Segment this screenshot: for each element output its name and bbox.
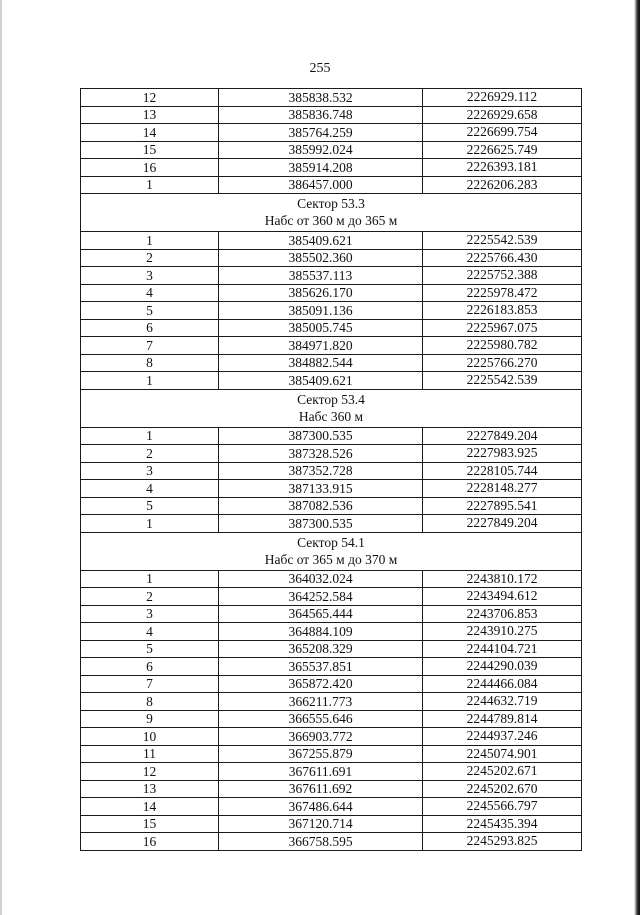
y-coordinate-cell: 2243910.275 bbox=[423, 623, 582, 641]
x-coordinate-cell: 365537.851 bbox=[219, 658, 423, 676]
point-number-cell: 2 bbox=[81, 588, 219, 606]
point-number-cell: 3 bbox=[81, 605, 219, 623]
y-coordinate-cell: 2227849.204 bbox=[423, 515, 582, 533]
point-number-cell: 16 bbox=[81, 159, 219, 177]
point-number-cell: 6 bbox=[81, 658, 219, 676]
y-coordinate-cell: 2226699.754 bbox=[423, 124, 582, 142]
table-row bbox=[81, 640, 582, 658]
table-row bbox=[81, 570, 582, 588]
scan-edge-right bbox=[634, 0, 640, 915]
y-coordinate-cell: 2226929.658 bbox=[423, 106, 582, 124]
point-number-cell: 10 bbox=[81, 728, 219, 746]
table-row bbox=[81, 141, 582, 159]
point-number-cell: 1 bbox=[81, 176, 219, 194]
point-number-cell: 4 bbox=[81, 284, 219, 302]
x-coordinate-cell: 385409.621 bbox=[219, 232, 423, 250]
table-row bbox=[81, 372, 582, 390]
x-coordinate-cell: 385091.136 bbox=[219, 302, 423, 320]
y-coordinate-cell: 2245566.797 bbox=[423, 798, 582, 816]
x-coordinate-cell: 387300.535 bbox=[219, 515, 423, 533]
table-row bbox=[81, 623, 582, 641]
point-number-cell: 2 bbox=[81, 445, 219, 463]
table-row bbox=[81, 675, 582, 693]
table-row bbox=[81, 693, 582, 711]
sector-height-range: Набс от 360 м до 365 м bbox=[264, 213, 398, 228]
sector-title: Сектор 53.4 bbox=[297, 391, 365, 407]
sector-header-row bbox=[81, 194, 582, 232]
point-number-cell: 16 bbox=[81, 833, 219, 851]
y-coordinate-cell: 2225766.430 bbox=[423, 249, 582, 267]
y-coordinate-cell: 2226625.749 bbox=[423, 141, 582, 159]
table-row bbox=[81, 232, 582, 250]
y-coordinate-cell: 2245202.671 bbox=[423, 763, 582, 781]
x-coordinate-cell: 385502.360 bbox=[219, 249, 423, 267]
x-coordinate-cell: 385836.748 bbox=[219, 106, 423, 124]
x-coordinate-cell: 366758.595 bbox=[219, 833, 423, 851]
table-row bbox=[81, 89, 582, 107]
y-coordinate-cell: 2225978.472 bbox=[423, 284, 582, 302]
x-coordinate-cell: 366211.773 bbox=[219, 693, 423, 711]
point-number-cell: 4 bbox=[81, 480, 219, 498]
y-coordinate-cell: 2226206.283 bbox=[423, 176, 582, 194]
point-number-cell: 15 bbox=[81, 815, 219, 833]
table-row bbox=[81, 319, 582, 337]
point-number-cell: 5 bbox=[81, 302, 219, 320]
x-coordinate-cell: 364252.584 bbox=[219, 588, 423, 606]
point-number-cell: 4 bbox=[81, 623, 219, 641]
point-number-cell: 1 bbox=[81, 372, 219, 390]
point-number-cell: 13 bbox=[81, 106, 219, 124]
point-number-cell: 12 bbox=[81, 89, 219, 107]
point-number-cell: 14 bbox=[81, 124, 219, 142]
y-coordinate-cell: 2225752.388 bbox=[423, 267, 582, 285]
y-coordinate-cell: 2243810.172 bbox=[423, 570, 582, 588]
x-coordinate-cell: 387352.728 bbox=[219, 462, 423, 480]
x-coordinate-cell: 387082.536 bbox=[219, 497, 423, 515]
table-row bbox=[81, 124, 582, 142]
scan-edge-left bbox=[0, 0, 2, 915]
table-row bbox=[81, 284, 582, 302]
y-coordinate-cell: 2245435.394 bbox=[423, 815, 582, 833]
table-row bbox=[81, 710, 582, 728]
y-coordinate-cell: 2244290.039 bbox=[423, 658, 582, 676]
y-coordinate-cell: 2245202.670 bbox=[423, 780, 582, 798]
table-row bbox=[81, 605, 582, 623]
table-row bbox=[81, 763, 582, 781]
x-coordinate-cell: 364884.109 bbox=[219, 623, 423, 641]
x-coordinate-cell: 385626.170 bbox=[219, 284, 423, 302]
x-coordinate-cell: 367120.714 bbox=[219, 815, 423, 833]
y-coordinate-cell: 2225766.270 bbox=[423, 354, 582, 372]
point-number-cell: 1 bbox=[81, 515, 219, 533]
sector-header-row bbox=[81, 532, 582, 570]
table-row bbox=[81, 427, 582, 445]
x-coordinate-cell: 385914.208 bbox=[219, 159, 423, 177]
x-coordinate-cell: 385409.621 bbox=[219, 372, 423, 390]
table-row bbox=[81, 497, 582, 515]
table-row bbox=[81, 445, 582, 463]
x-coordinate-cell: 367611.692 bbox=[219, 780, 423, 798]
y-coordinate-cell: 2245293.825 bbox=[423, 833, 582, 851]
point-number-cell: 15 bbox=[81, 141, 219, 159]
sector-header-cell bbox=[81, 389, 582, 427]
y-coordinate-cell: 2227895.541 bbox=[423, 497, 582, 515]
point-number-cell: 5 bbox=[81, 497, 219, 515]
table-row bbox=[81, 588, 582, 606]
table-row bbox=[81, 480, 582, 498]
x-coordinate-cell: 366903.772 bbox=[219, 728, 423, 746]
point-number-cell: 1 bbox=[81, 570, 219, 588]
table-row bbox=[81, 337, 582, 355]
y-coordinate-cell: 2225980.782 bbox=[423, 337, 582, 355]
table-row bbox=[81, 176, 582, 194]
y-coordinate-cell: 2227983.925 bbox=[423, 445, 582, 463]
x-coordinate-cell: 385005.745 bbox=[219, 319, 423, 337]
sector-title: Сектор 53.3 bbox=[297, 196, 365, 211]
table-row bbox=[81, 462, 582, 480]
point-number-cell: 14 bbox=[81, 798, 219, 816]
x-coordinate-cell: 367611.691 bbox=[219, 763, 423, 781]
y-coordinate-cell: 2228105.744 bbox=[423, 462, 582, 480]
x-coordinate-cell: 364032.024 bbox=[219, 570, 423, 588]
y-coordinate-cell: 2227849.204 bbox=[423, 427, 582, 445]
page-number: 255 bbox=[309, 61, 331, 76]
y-coordinate-cell: 2225542.539 bbox=[423, 232, 582, 250]
point-number-cell: 3 bbox=[81, 462, 219, 480]
y-coordinate-cell: 2225967.075 bbox=[423, 319, 582, 337]
x-coordinate-cell: 384882.544 bbox=[219, 354, 423, 372]
x-coordinate-cell: 367486.644 bbox=[219, 798, 423, 816]
table-row bbox=[81, 106, 582, 124]
sector-header-cell bbox=[81, 194, 582, 232]
y-coordinate-cell: 2244632.719 bbox=[423, 693, 582, 711]
table-row bbox=[81, 833, 582, 851]
point-number-cell: 5 bbox=[81, 640, 219, 658]
sector-height-range: Набс 360 м bbox=[298, 408, 364, 424]
table-row bbox=[81, 815, 582, 833]
x-coordinate-cell: 385764.259 bbox=[219, 124, 423, 142]
table-row bbox=[81, 302, 582, 320]
point-number-cell: 2 bbox=[81, 249, 219, 267]
x-coordinate-cell: 365872.420 bbox=[219, 675, 423, 693]
table-row bbox=[81, 780, 582, 798]
point-number-cell: 1 bbox=[81, 427, 219, 445]
x-coordinate-cell: 387328.526 bbox=[219, 445, 423, 463]
point-number-cell: 8 bbox=[81, 354, 219, 372]
x-coordinate-cell: 384971.820 bbox=[219, 337, 423, 355]
y-coordinate-cell: 2245074.901 bbox=[423, 745, 582, 763]
y-coordinate-cell: 2244104.721 bbox=[423, 640, 582, 658]
x-coordinate-cell: 387300.535 bbox=[219, 427, 423, 445]
x-coordinate-cell: 385992.024 bbox=[219, 141, 423, 159]
x-coordinate-cell: 385838.532 bbox=[219, 89, 423, 107]
y-coordinate-cell: 2244937.246 bbox=[423, 728, 582, 746]
point-number-cell: 1 bbox=[81, 232, 219, 250]
y-coordinate-cell: 2226929.112 bbox=[423, 89, 582, 107]
table-row bbox=[81, 249, 582, 267]
point-number-cell: 8 bbox=[81, 693, 219, 711]
point-number-cell: 11 bbox=[81, 745, 219, 763]
x-coordinate-cell: 366555.646 bbox=[219, 710, 423, 728]
point-number-cell: 7 bbox=[81, 675, 219, 693]
y-coordinate-cell: 2226183.853 bbox=[423, 302, 582, 320]
y-coordinate-cell: 2243706.853 bbox=[423, 605, 582, 623]
sector-height-range: Набс от 365 м до 370 м bbox=[264, 551, 398, 567]
x-coordinate-cell: 365208.329 bbox=[219, 640, 423, 658]
coordinates-table-body bbox=[81, 89, 582, 851]
y-coordinate-cell: 2243494.612 bbox=[423, 588, 582, 606]
table-row bbox=[81, 658, 582, 676]
point-number-cell: 12 bbox=[81, 763, 219, 781]
sector-header-cell bbox=[81, 532, 582, 570]
point-number-cell: 7 bbox=[81, 337, 219, 355]
y-coordinate-cell: 2244789.814 bbox=[423, 710, 582, 728]
x-coordinate-cell: 386457.000 bbox=[219, 176, 423, 194]
table-row bbox=[81, 267, 582, 285]
y-coordinate-cell: 2226393.181 bbox=[423, 159, 582, 177]
sector-title: Сектор 54.1 bbox=[297, 534, 365, 550]
point-number-cell: 6 bbox=[81, 319, 219, 337]
table-row bbox=[81, 798, 582, 816]
table-row bbox=[81, 159, 582, 177]
x-coordinate-cell: 387133.915 bbox=[219, 480, 423, 498]
x-coordinate-cell: 364565.444 bbox=[219, 605, 423, 623]
x-coordinate-cell: 385537.113 bbox=[219, 267, 423, 285]
sector-header-row bbox=[81, 389, 582, 427]
table-row bbox=[81, 354, 582, 372]
y-coordinate-cell: 2228148.277 bbox=[423, 480, 582, 498]
coordinates-table bbox=[80, 88, 582, 851]
y-coordinate-cell: 2225542.539 bbox=[423, 372, 582, 390]
y-coordinate-cell: 2244466.084 bbox=[423, 675, 582, 693]
point-number-cell: 3 bbox=[81, 267, 219, 285]
x-coordinate-cell: 367255.879 bbox=[219, 745, 423, 763]
point-number-cell: 9 bbox=[81, 710, 219, 728]
point-number-cell: 13 bbox=[81, 780, 219, 798]
table-row bbox=[81, 515, 582, 533]
table-row bbox=[81, 728, 582, 746]
table-row bbox=[81, 745, 582, 763]
